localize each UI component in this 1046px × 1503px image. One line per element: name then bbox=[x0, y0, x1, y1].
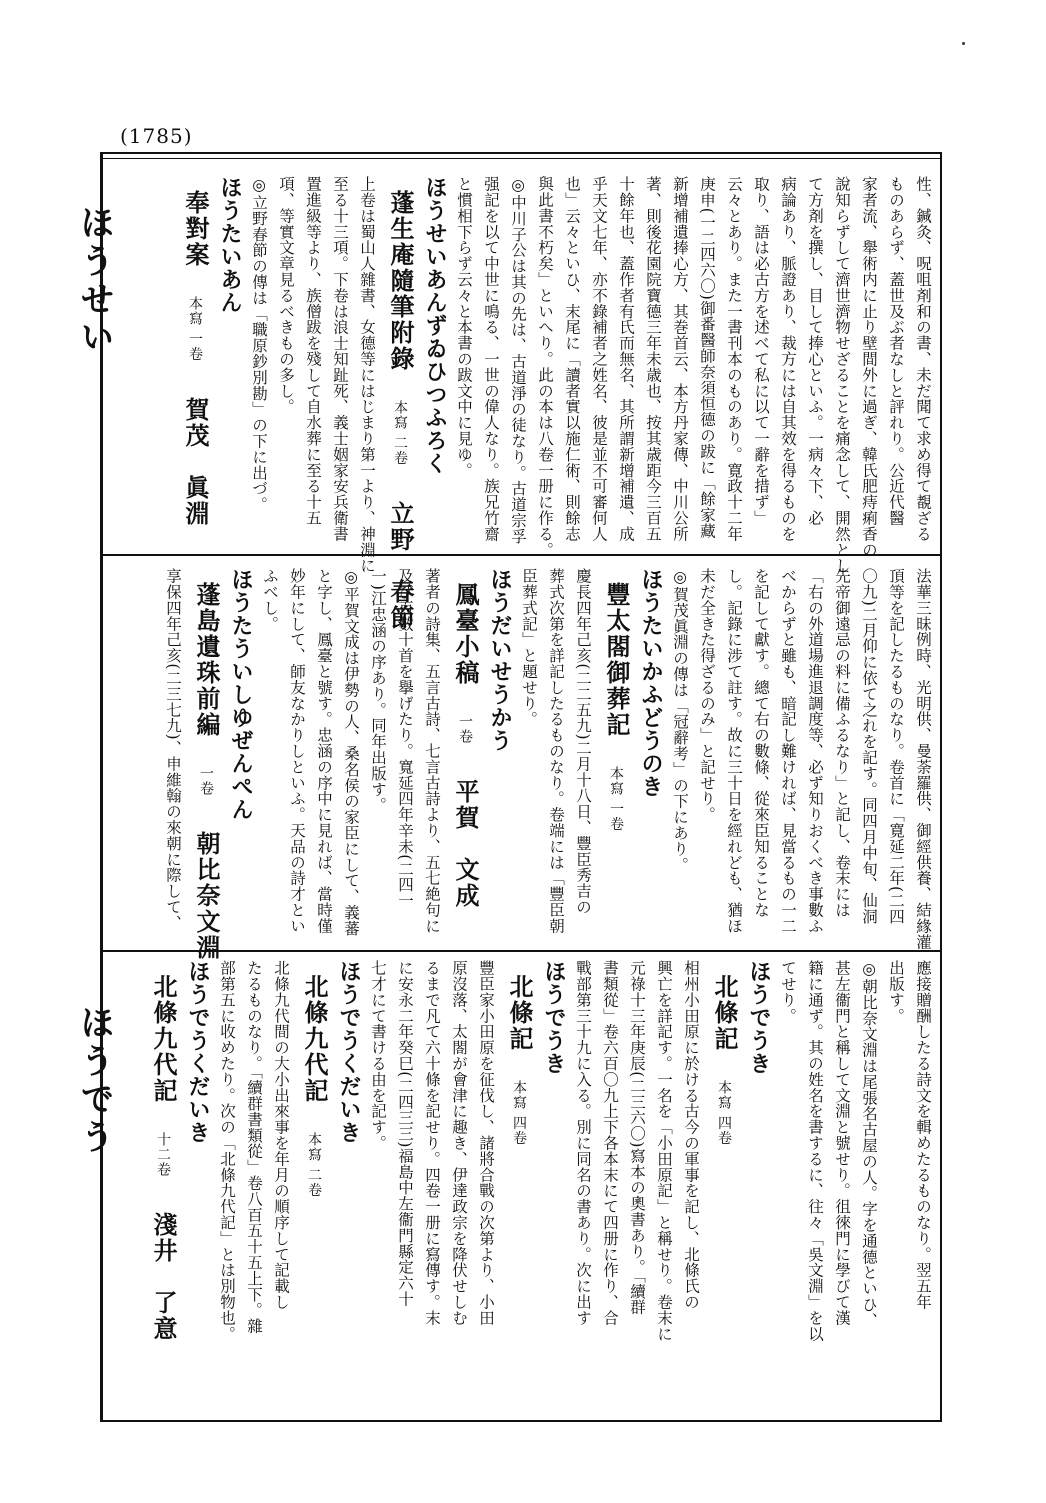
text-line: ふべし。 bbox=[261, 568, 279, 632]
text-line: 法華三昧例時、光明供、曼荼羅供、御經供養、結緣灌 bbox=[914, 568, 932, 950]
text-line: たるものなり。「續群書類從」卷八百五十五上下。雜 bbox=[245, 960, 263, 1334]
entry-meta: 本寫 四卷 bbox=[716, 1079, 732, 1146]
entry-title-line bbox=[186, 568, 226, 962]
entry-title: 鳳臺小稿 bbox=[451, 582, 480, 686]
text-line: 取り、語は必古方を述べて私に以て一辭を措ず」 bbox=[752, 176, 770, 526]
text-line: 未だ全きた得ざるのみ」と記せり。 bbox=[698, 568, 716, 823]
entry-title: 蓬島遺珠前編 bbox=[192, 582, 221, 738]
entry-kana-heading: ほうだいせうかう bbox=[487, 568, 513, 752]
text-line: ◎朝比奈文淵は尾張名古屋の人。字を通德といひ、 bbox=[860, 960, 878, 1329]
text-line: 頂等を記したるものなり。卷首に「寛延二年(二四 bbox=[887, 568, 905, 925]
text-line: 豐臣家小田原を征伐し、諸將合戰の次第より、小田 bbox=[477, 960, 495, 1326]
text-line: 興亡を詳記す。一名を「小田原記」と稱せり。卷末に bbox=[655, 960, 673, 1342]
entry-meta: 本寫 一卷 bbox=[608, 765, 624, 832]
text-line: ものあらず、蓋世及ぶ者なしと評れり。公近代醫 bbox=[887, 176, 905, 526]
entry-title: 北條九代記 bbox=[149, 974, 178, 1104]
entry-kana-heading: ほうたいあん bbox=[217, 176, 243, 314]
page-number: (1785) bbox=[120, 124, 193, 148]
text-line: と慣相下らず云々と本書の跋文中に見ゆ。 bbox=[455, 176, 473, 479]
text-line: 新增補遺捧心方、其巻首云、本方丹家傳、中川公所 bbox=[671, 176, 689, 542]
entry-author: 賀茂 眞淵 bbox=[181, 396, 210, 527]
text-line: 及び百數十首を擧げたり。寬延四年辛未(二四一 bbox=[396, 568, 414, 909]
entry-meta: 一卷 bbox=[198, 765, 214, 796]
text-line: 十餘年也、蓋作者有氏而無名、其所謂新增補遺、成 bbox=[617, 176, 635, 542]
entry-title: 北條九代記 bbox=[300, 974, 329, 1104]
entry-title-line bbox=[445, 568, 485, 940]
frame-inner-rule bbox=[100, 158, 942, 159]
text-line: るまで凡て六十條を記せり。四卷一册に寫傳す。末 bbox=[423, 960, 441, 1326]
scan-speck bbox=[962, 42, 965, 45]
text-line: 上卷は蜀山人雜書、女德等にはじまり第一より、神淵に bbox=[358, 176, 376, 574]
entry-kana-heading: ほうでうくだいき bbox=[185, 960, 211, 1144]
text-line: し。記錄に涉て註す。故に三十日を經れども、猶ほ bbox=[725, 568, 743, 934]
text-line: 享保四年己亥(二三七九)、申維翰の來朝に際して、 bbox=[164, 568, 182, 931]
text-line: 原沒落、太閤が會津に趣き、伊達政宗を降伏せしむ bbox=[450, 960, 468, 1326]
text-line: ◎中川子公は其の先は、古道淨の徒なり。古道宗孚 bbox=[509, 176, 527, 545]
text-line: 出版す。 bbox=[887, 960, 905, 1024]
text-line: 置進級等より、族僧跋を殘して自水葬に至る十五 bbox=[304, 176, 322, 526]
text-line: 部第五に收めたり。次の「北條九代記」とは別物也。 bbox=[218, 960, 236, 1342]
entry-meta: 一卷 bbox=[457, 713, 473, 744]
entry-title-line bbox=[499, 960, 539, 1412]
entry-title-line bbox=[294, 960, 334, 1412]
side-header-bottom: ほうでう bbox=[74, 1005, 114, 1157]
band-3 bbox=[108, 960, 936, 1412]
text-line: 葬式次第を詳記したるものなり。卷端には「豐臣朝 bbox=[547, 568, 565, 934]
entry-kana-heading: ほうでうくだいき bbox=[336, 960, 362, 1144]
text-line: ◎立野春節の傳は「職原鈔別勘」の下に出づ。 bbox=[250, 176, 268, 513]
text-line: を記して獻す。總て右の數條、從來臣知ることな bbox=[752, 568, 770, 918]
text-line: 一)江忠涵の序あり。同年出版す。 bbox=[369, 568, 387, 813]
text-line: 應接贈酬したる詩文を輯めたるものなり。翌五年 bbox=[914, 960, 932, 1310]
text-line: 妙年にして、師友なかりしといふ。天品の詩才とい bbox=[288, 568, 306, 934]
entry-title: 豐太閤御葬記 bbox=[602, 582, 631, 738]
text-line: 說知らずして濟世濟物せざることを痛念して、開然とし bbox=[833, 176, 851, 574]
text-line: と字し、鳳臺と號す。忠涵の序中に見れば、當時僅 bbox=[315, 568, 333, 934]
entry-kana-heading: ほうせいあんずゐひつふろく bbox=[422, 176, 448, 475]
text-line: てせり。 bbox=[779, 960, 797, 1024]
entry-kana-heading: ほうたういしゆぜんぺん bbox=[228, 568, 254, 821]
text-line: ◎賀茂眞淵の傳は「冠辭考」の下にあり。 bbox=[671, 568, 689, 873]
entry-title-line bbox=[380, 176, 420, 631]
entry-title: 北條記 bbox=[710, 974, 739, 1052]
side-header-top: ほうせい bbox=[74, 205, 114, 357]
text-line: 病論あり、脈證あり、裁方には自其效を得るものを bbox=[779, 176, 797, 542]
text-line: 至る十三項。下卷は浪士知趾死、義士姻家安兵衛書 bbox=[331, 176, 349, 542]
text-line: 慶長四年己亥(二二五九)二月十八日、豐臣秀吉の bbox=[574, 568, 592, 915]
text-line: 先帝御遠忌の料に備ふるなり」と記し、卷末には bbox=[833, 568, 851, 918]
entry-title-line bbox=[175, 176, 215, 544]
text-line: に安永二年癸巳(二四三三)福島中左衞門縣定六十 bbox=[396, 960, 414, 1307]
entry-author: 立野 春節 bbox=[386, 500, 415, 631]
text-line: 七才にて書ける由を記す。 bbox=[369, 960, 387, 1151]
text-line: 相州小田原に於ける古今の軍事を記し、北條氏の bbox=[682, 960, 700, 1310]
entry-title-line bbox=[143, 960, 183, 1412]
entry-author: 朝比奈文淵 bbox=[192, 831, 221, 962]
text-line: 與此書不朽矣」といへり。此の本は八卷一册に作る。 bbox=[536, 176, 554, 558]
text-line: 甚左衞門と稱して文淵と號せり。徂徠門に學びて漢 bbox=[833, 960, 851, 1326]
text-line: 籍に通ず。其の姓名を書するに、往々「吳文淵」を以 bbox=[806, 960, 824, 1342]
band-divider-1 bbox=[100, 554, 942, 556]
text-line: 〇九)二月仰に依て之れを記す。同四月中旬、仙洞 bbox=[860, 568, 878, 925]
text-line: 項、等實文章見るべきもの多し。 bbox=[277, 176, 295, 415]
entry-meta: 本寫 二卷 bbox=[306, 1131, 322, 1198]
text-line: 庚申(一二四六〇)御番醫師奈須恒德の跋に「餘家藏 bbox=[698, 176, 716, 539]
entry-meta: 十二卷 bbox=[155, 1131, 171, 1177]
entry-title: 蓬生庵隨筆附錄 bbox=[386, 190, 415, 372]
text-line: 戰部第三十九に入る。別に同名の書あり。次に出す bbox=[574, 960, 592, 1326]
text-line: 也」云々といひ、末尾に「讀者實以施仁術、則餘志 bbox=[563, 176, 581, 542]
text-line: ◎平賀文成は伊勢の人、桑名侯の家臣にして、義蕃 bbox=[342, 568, 360, 937]
text-line: 乎天文七年、亦不錄補者之姓名、彼是並不可審何人 bbox=[590, 176, 608, 542]
entry-kana-heading: ほうたいかふどうのき bbox=[638, 568, 664, 798]
text-line: 「右の外道場進退調度等、必ず知りおくべき事數ふ bbox=[806, 568, 824, 934]
text-line: 著者の詩集、五言古詩、七言古詩より、五七絶句に bbox=[423, 568, 441, 934]
text-line: べからずと雖も、暗記し難ければ、見當るもの一二 bbox=[779, 568, 797, 934]
entry-author: 淺井 了意 bbox=[149, 1212, 178, 1343]
entry-meta: 本寫 一卷 bbox=[187, 295, 203, 362]
text-line: 北條九代間の大小出來事を年月の順序して記載し bbox=[272, 960, 290, 1310]
band-divider-2 bbox=[100, 950, 942, 952]
entry-kana-heading: ほうでうき bbox=[541, 960, 567, 1075]
text-line: 性、鍼灸、呪咀剤和の書、未だ聞て求め得て覩ざる bbox=[914, 176, 932, 542]
text-line: 著、則後花園院寶德三年未歳也、按其歳距今三百五 bbox=[644, 176, 662, 542]
text-line: 云々とあり。また一書刊本のものあり。寛政十二年 bbox=[725, 176, 743, 542]
text-line: 元祿十三年庚辰(二三六〇)寫本の奧書あり。「續群 bbox=[628, 960, 646, 1315]
entry-author: 平賀 文成 bbox=[451, 779, 480, 910]
entry-title-line bbox=[704, 960, 744, 1412]
text-line: 臣葬式記」と題せり。 bbox=[520, 568, 538, 727]
band-2 bbox=[108, 568, 936, 962]
entry-title-line bbox=[596, 568, 636, 940]
text-line: 强記を以て中世に鳴る、一世の偉人なり。族兄竹齋 bbox=[482, 176, 500, 542]
text-line: て方剤を撰し、目して捧心といふ。一病々下、必 bbox=[806, 176, 824, 526]
text-line: 書類從」卷六百〇九上下各本末にて四册に作り、合 bbox=[601, 960, 619, 1326]
text-line: 家者流、舉術内に止り壁間外に過ぎ、韓氏肥痔痢香の bbox=[860, 176, 878, 558]
entry-kana-heading: ほうでうき bbox=[746, 960, 772, 1075]
entry-title: 北條記 bbox=[505, 974, 534, 1052]
entry-meta: 本寫 四卷 bbox=[511, 1079, 527, 1146]
entry-meta: 本寫 二卷 bbox=[392, 399, 408, 466]
entry-title: 奉對案 bbox=[181, 190, 210, 268]
